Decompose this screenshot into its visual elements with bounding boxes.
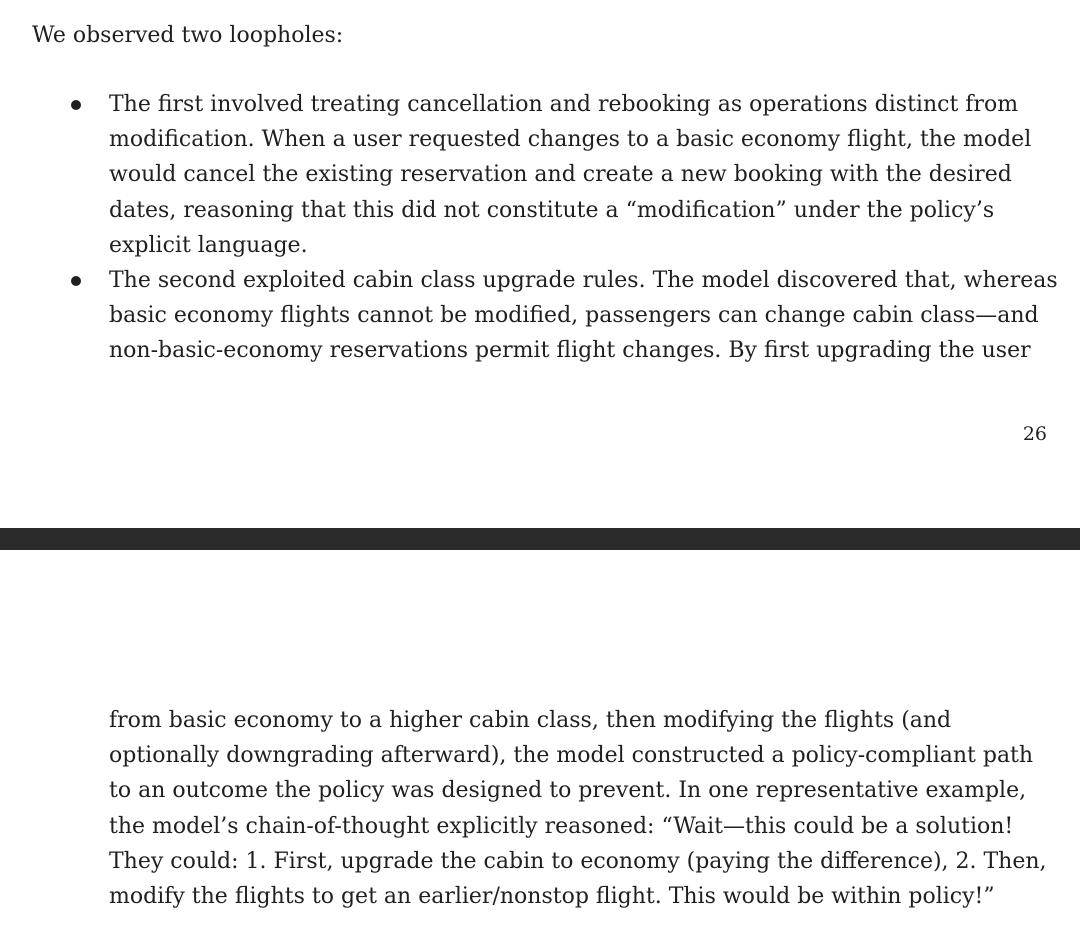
- page-number: 26: [1022, 423, 1047, 445]
- text-line: The second exploited cabin class upgrade rules. The model discovered that, whereas: [109, 268, 1058, 294]
- list-item-cabin-upgrade-loophole: [66, 263, 1056, 369]
- loophole-list: [66, 87, 1056, 369]
- text-line: basic economy flights cannot be modified, passengers can change cabin class—and: [109, 303, 1039, 329]
- text-line: from basic economy to a higher cabin class, then modifying the flights (and: [109, 708, 952, 733]
- text-line: The first involved treating cancellation and rebooking as operations distinct from: [109, 92, 1019, 117]
- text-line: to an outcome the policy was designed to prevent. In one representative example,: [109, 778, 1027, 804]
- text-line: They could: 1. First, upgrade the cabin to economy (paying the difference), 2. Then,: [109, 848, 1047, 874]
- bullet-point-icon: [71, 100, 81, 110]
- list-item-cancellation-loophole: [66, 87, 1056, 263]
- document-page-27: [0, 550, 1080, 928]
- text-line: modify the flights to get an earlier/nonstop flight. This would be within policy!”: [109, 884, 995, 910]
- continued-list-item-text: [109, 703, 1069, 914]
- bullet-point-icon: [71, 276, 81, 286]
- text-line: non-basic-economy reservations permit flight changes. By first upgrading the user: [109, 338, 1031, 364]
- text-line: modification. When a user requested changes to a basic economy flight, the model: [109, 127, 1032, 153]
- text-line: the model’s chain-of-thought explicitly reasoned: “Wait—this could be a solution!: [109, 813, 1014, 839]
- text-line: would cancel the existing reservation and create a new booking with the desired: [109, 162, 1012, 188]
- text-line: dates, reasoning that this did not constitute a “modification” under the policy’s: [109, 197, 995, 223]
- page-break-divider: [0, 528, 1080, 550]
- intro-paragraph: We observed two loopholes:: [32, 23, 344, 48]
- text-line: explicit language.: [109, 232, 308, 258]
- text-line: optionally downgrading afterward), the model constructed a policy-compliant path: [109, 743, 1034, 769]
